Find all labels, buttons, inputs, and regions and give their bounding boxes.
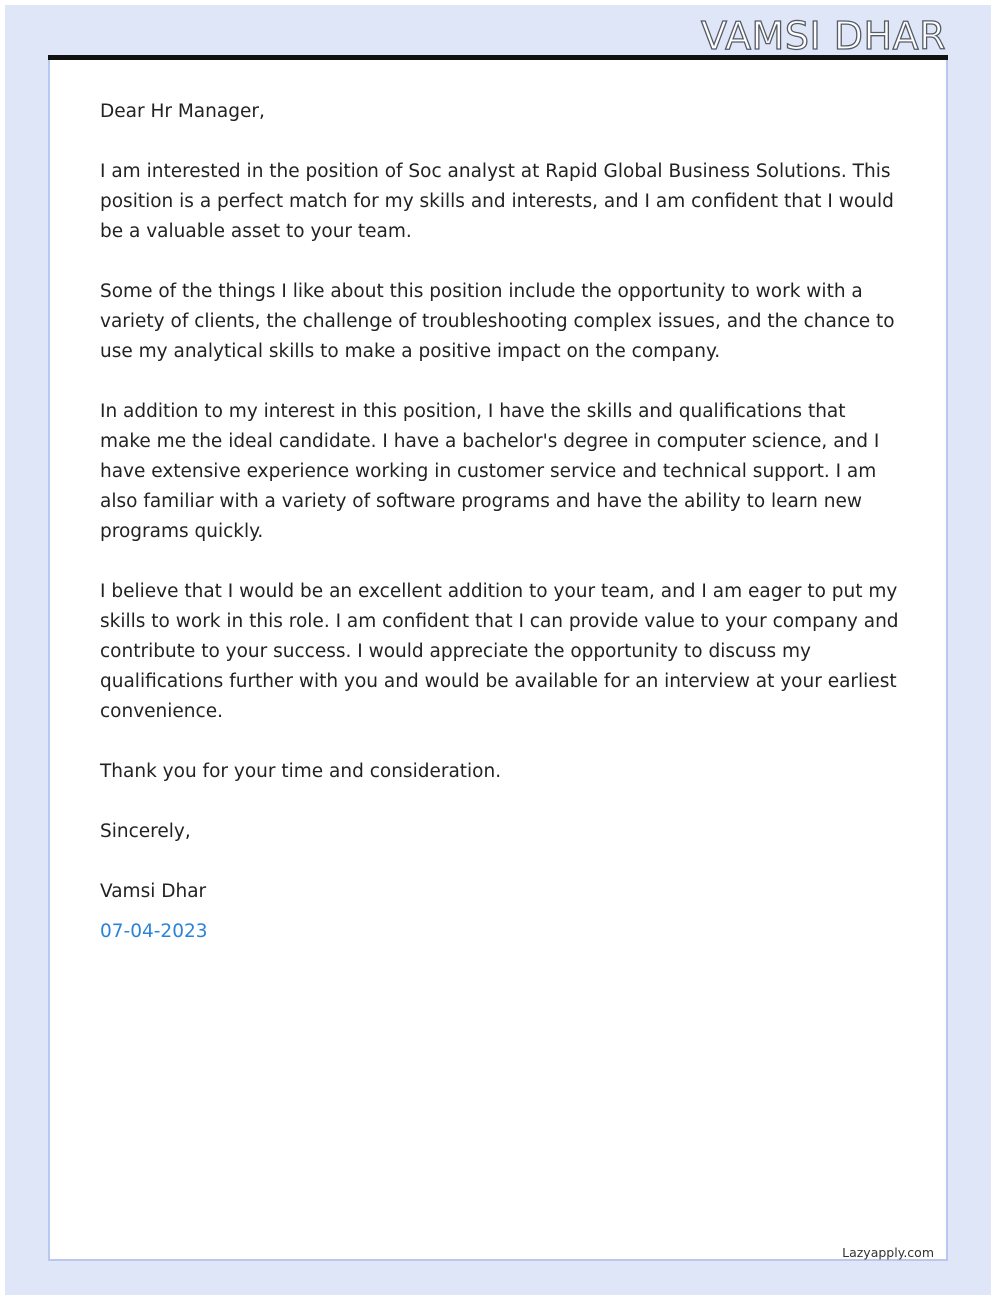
cover-letter-body: [100, 97, 900, 977]
paragraph-thanks: Thank you for your time and consideration.: [100, 761, 502, 782]
footer-brand: Lazyapply.com: [842, 1245, 934, 1260]
closing: Sincerely,: [100, 821, 191, 842]
signature-name: Vamsi Dhar: [100, 881, 207, 902]
paragraph-intro: I am interested in the position of Soc analyst at Rapid Global Business Solutions. This position is a perfect match for my skills and interests, and I am confident that I would be a valuable asset to your team.: [100, 161, 894, 242]
letter-date: 07-04-2023: [100, 921, 208, 942]
paragraph-likes: Some of the things I like about this position include the opportunity to work with a variety of clients, the challenge of troubleshooting complex issues, and the chance to use my analytical skills to make a positive impact on the company.: [100, 281, 895, 362]
applicant-name-header: VAMSI DHAR: [701, 14, 946, 58]
salutation: Dear Hr Manager,: [100, 101, 265, 122]
paragraph-qualifications: In addition to my interest in this position, I have the skills and qualifications that make me the ideal candidate. I have a bachelor's degree in computer science, and I have extensive experience working in customer service and technical support. I am also familiar with a variety of software programs and have the ability to learn new programs quickly.: [100, 401, 880, 542]
paragraph-closing-pitch: I believe that I would be an excellent addition to your team, and I am eager to put my skills to work in this role. I am confident that I can provide value to your company and contribute to your success. I would appreciate the opportunity to discuss my qualifications further with you and would be available for an interview at your earliest convenience.: [100, 581, 899, 722]
